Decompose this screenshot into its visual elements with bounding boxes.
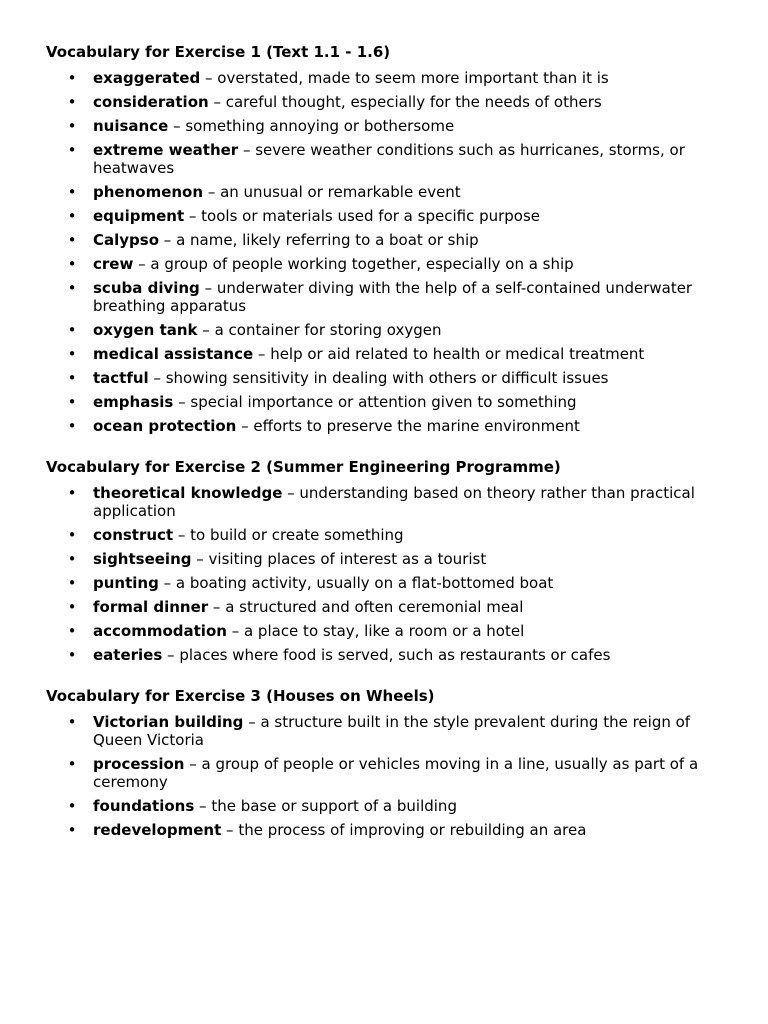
list-item — [46, 363, 728, 387]
bullet-icon: • — [67, 713, 77, 731]
vocabulary-definition: – understanding based on theory rather than practical application — [93, 484, 695, 520]
vocabulary-section — [46, 41, 728, 435]
vocabulary-term: Calypso — [93, 231, 160, 249]
bullet-icon: • — [67, 279, 77, 297]
bullet-icon: • — [67, 345, 77, 363]
vocabulary-definition: – overstated, made to seem more important than it is — [200, 69, 609, 87]
list-item — [46, 273, 728, 315]
vocabulary-term: Victorian building — [93, 713, 244, 731]
list-item — [46, 87, 728, 111]
vocabulary-term: construct — [93, 526, 174, 544]
vocabulary-term: theoretical knowledge — [93, 484, 283, 502]
bullet-icon: • — [67, 755, 77, 773]
vocabulary-definition: – special importance or attention given to something — [173, 393, 577, 411]
list-item — [46, 520, 728, 544]
vocabulary-term: eateries — [93, 646, 163, 664]
list-item — [46, 225, 728, 249]
bullet-icon: • — [67, 484, 77, 502]
vocabulary-term: equipment — [93, 207, 185, 225]
bullet-icon: • — [67, 93, 77, 111]
vocabulary-list — [46, 63, 728, 435]
bullet-icon: • — [67, 117, 77, 135]
vocabulary-definition: – a place to stay, like a room or a hotel — [226, 622, 525, 640]
list-item — [46, 387, 728, 411]
list-item — [46, 640, 728, 664]
vocabulary-term: oxygen tank — [93, 321, 198, 339]
vocabulary-definition: – a structure built in the style prevalent during the reign of Queen Victoria — [93, 713, 691, 749]
list-item — [46, 707, 728, 749]
vocabulary-definition: – underwater diving with the help of a self-contained underwater breathing apparatus — [93, 279, 693, 315]
section-title: Vocabulary for Exercise 2 (Summer Engineering Programme) — [46, 458, 561, 476]
list-item — [46, 315, 728, 339]
list-item — [46, 201, 728, 225]
bullet-icon: • — [67, 797, 77, 815]
vocabulary-term: extreme weather — [93, 141, 239, 159]
bullet-icon: • — [67, 321, 77, 339]
list-item — [46, 791, 728, 815]
bullet-icon: • — [67, 369, 77, 387]
vocabulary-term: procession — [93, 755, 185, 773]
vocabulary-term: accommodation — [93, 622, 227, 640]
vocabulary-definition: – efforts to preserve the marine environment — [236, 417, 580, 435]
vocabulary-definition: – a name, likely referring to a boat or ship — [159, 231, 479, 249]
list-item — [46, 749, 728, 791]
list-item — [46, 478, 728, 520]
list-item — [46, 111, 728, 135]
bullet-icon: • — [67, 231, 77, 249]
vocabulary-list — [46, 707, 728, 839]
vocabulary-term: foundations — [93, 797, 195, 815]
vocabulary-definition: – showing sensitivity in dealing with others or difficult issues — [148, 369, 609, 387]
bullet-icon: • — [67, 255, 77, 273]
list-item — [46, 177, 728, 201]
list-item — [46, 544, 728, 568]
bullet-icon: • — [67, 574, 77, 592]
list-item — [46, 135, 728, 177]
vocabulary-definition: – tools or materials used for a specific purpose — [184, 207, 541, 225]
bullet-icon: • — [67, 622, 77, 640]
list-item — [46, 616, 728, 640]
vocabulary-definition: – a group of people working together, especially on a ship — [133, 255, 574, 273]
bullet-icon: • — [67, 393, 77, 411]
vocabulary-term: formal dinner — [93, 598, 209, 616]
vocabulary-term: sightseeing — [93, 550, 192, 568]
vocabulary-term: scuba diving — [93, 279, 200, 297]
list-item — [46, 568, 728, 592]
vocabulary-definition: – a structured and often ceremonial meal — [208, 598, 524, 616]
vocabulary-term: medical assistance — [93, 345, 254, 363]
vocabulary-term: phenomenon — [93, 183, 204, 201]
bullet-icon: • — [67, 69, 77, 87]
bullet-icon: • — [67, 550, 77, 568]
vocabulary-definition: – something annoying or bothersome — [168, 117, 455, 135]
vocabulary-term: exaggerated — [93, 69, 201, 87]
vocabulary-term: consideration — [93, 93, 209, 111]
vocabulary-term: tactful — [93, 369, 149, 387]
vocabulary-definition: – help or aid related to health or medical treatment — [253, 345, 645, 363]
bullet-icon: • — [67, 526, 77, 544]
bullet-icon: • — [67, 207, 77, 225]
list-item — [46, 249, 728, 273]
vocabulary-term: nuisance — [93, 117, 169, 135]
vocabulary-section — [46, 456, 728, 664]
bullet-icon: • — [67, 417, 77, 435]
vocabulary-definition: – careful thought, especially for the needs of others — [208, 93, 602, 111]
vocabulary-sections — [46, 41, 728, 839]
list-item — [46, 339, 728, 363]
vocabulary-definition: – to build or create something — [173, 526, 404, 544]
bullet-icon: • — [67, 598, 77, 616]
vocabulary-term: redevelopment — [93, 821, 222, 839]
vocabulary-definition: – an unusual or remarkable event — [203, 183, 461, 201]
vocabulary-term: ocean protection — [93, 417, 237, 435]
vocabulary-definition: – a container for storing oxygen — [197, 321, 442, 339]
vocabulary-definition: – severe weather conditions such as hurricanes, storms, or heatwaves — [93, 141, 685, 177]
list-item — [46, 592, 728, 616]
vocabulary-definition: – a group of people or vehicles moving in a line, usually as part of a ceremony — [93, 755, 699, 791]
vocabulary-definition: – visiting places of interest as a tourist — [191, 550, 487, 568]
bullet-icon: • — [67, 821, 77, 839]
vocabulary-list — [46, 478, 728, 664]
bullet-icon: • — [67, 183, 77, 201]
vocabulary-definition: – places where food is served, such as restaurants or cafes — [162, 646, 611, 664]
bullet-icon: • — [67, 141, 77, 159]
list-item — [46, 411, 728, 435]
section-title: Vocabulary for Exercise 3 (Houses on Wheels) — [46, 687, 435, 705]
list-item — [46, 815, 728, 839]
list-item — [46, 63, 728, 87]
vocabulary-term: crew — [93, 255, 134, 273]
vocabulary-section — [46, 685, 728, 839]
vocabulary-definition: – a boating activity, usually on a flat-bottomed boat — [158, 574, 554, 592]
vocabulary-term: emphasis — [93, 393, 174, 411]
vocabulary-term: punting — [93, 574, 159, 592]
vocabulary-definition: – the base or support of a building — [194, 797, 457, 815]
section-title: Vocabulary for Exercise 1 (Text 1.1 - 1.6) — [46, 43, 391, 61]
bullet-icon: • — [67, 646, 77, 664]
vocabulary-definition: – the process of improving or rebuilding an area — [221, 821, 587, 839]
